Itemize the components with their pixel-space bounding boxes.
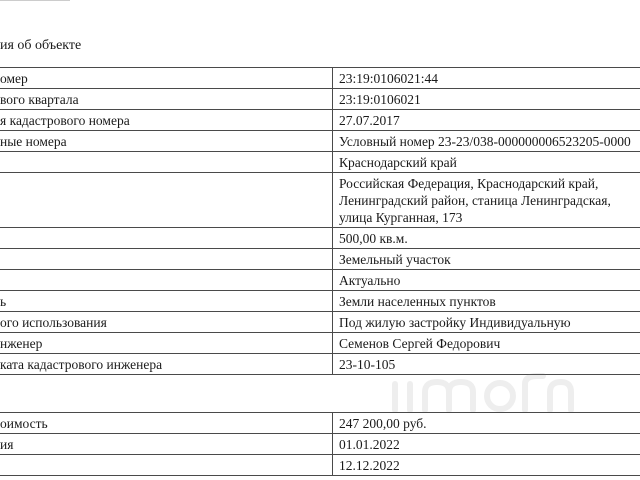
row-label: ь — [0, 291, 333, 312]
row-value: 247 200,00 руб. — [333, 413, 640, 434]
row-label — [0, 173, 333, 228]
row-label: ия — [0, 434, 333, 455]
table-row — [0, 291, 640, 312]
row-value: Семенов Сергей Федорович — [333, 333, 640, 354]
row-label — [0, 152, 333, 173]
table-row — [0, 152, 640, 173]
row-label — [0, 455, 333, 476]
row-value: Под жилую застройку Индивидуальную — [333, 312, 640, 333]
row-value: Условный номер 23-23/038-000000006523205-0000 — [333, 131, 640, 152]
row-value: 23:19:0106021 — [333, 89, 640, 110]
row-value: 23-10-105 — [333, 354, 640, 375]
table-row — [0, 434, 640, 455]
row-label: я кадастрового номера — [0, 110, 333, 131]
table-row — [0, 173, 640, 228]
row-label — [0, 249, 333, 270]
table-row — [0, 270, 640, 291]
table-row — [0, 312, 640, 333]
row-label: омер — [0, 68, 333, 89]
row-label: вого квартала — [0, 89, 333, 110]
top-divider — [0, 0, 70, 1]
row-value: 27.07.2017 — [333, 110, 640, 131]
row-value: Актуально — [333, 270, 640, 291]
row-label — [0, 270, 333, 291]
table-row — [0, 68, 640, 89]
table-row — [0, 333, 640, 354]
row-value: 12.12.2022 — [333, 455, 640, 476]
table-row — [0, 455, 640, 476]
row-value-address: Российская Федерация, Краснодарский край, Ленинградский район, станица Ленинградская, улица Курганная, 173 — [333, 173, 640, 228]
table-row — [0, 413, 640, 434]
row-label — [0, 228, 333, 249]
object-info-table — [0, 67, 640, 375]
section-title: ия об объекте — [0, 38, 82, 53]
table-row — [0, 89, 640, 110]
row-label: оимость — [0, 413, 333, 434]
table-row — [0, 249, 640, 270]
row-value: Краснодарский край — [333, 152, 640, 173]
row-value: 01.01.2022 — [333, 434, 640, 455]
row-value: 23:19:0106021:44 — [333, 68, 640, 89]
row-label: ого использования — [0, 312, 333, 333]
row-value: Земли населенных пунктов — [333, 291, 640, 312]
table-row — [0, 131, 640, 152]
cost-info-table — [0, 412, 640, 476]
row-value: Земельный участок — [333, 249, 640, 270]
row-label: ката кадастрового инженера — [0, 354, 333, 375]
table-row — [0, 228, 640, 249]
row-value: 500,00 кв.м. — [333, 228, 640, 249]
row-label: ные номера — [0, 131, 333, 152]
table-row — [0, 110, 640, 131]
row-label: нженер — [0, 333, 333, 354]
